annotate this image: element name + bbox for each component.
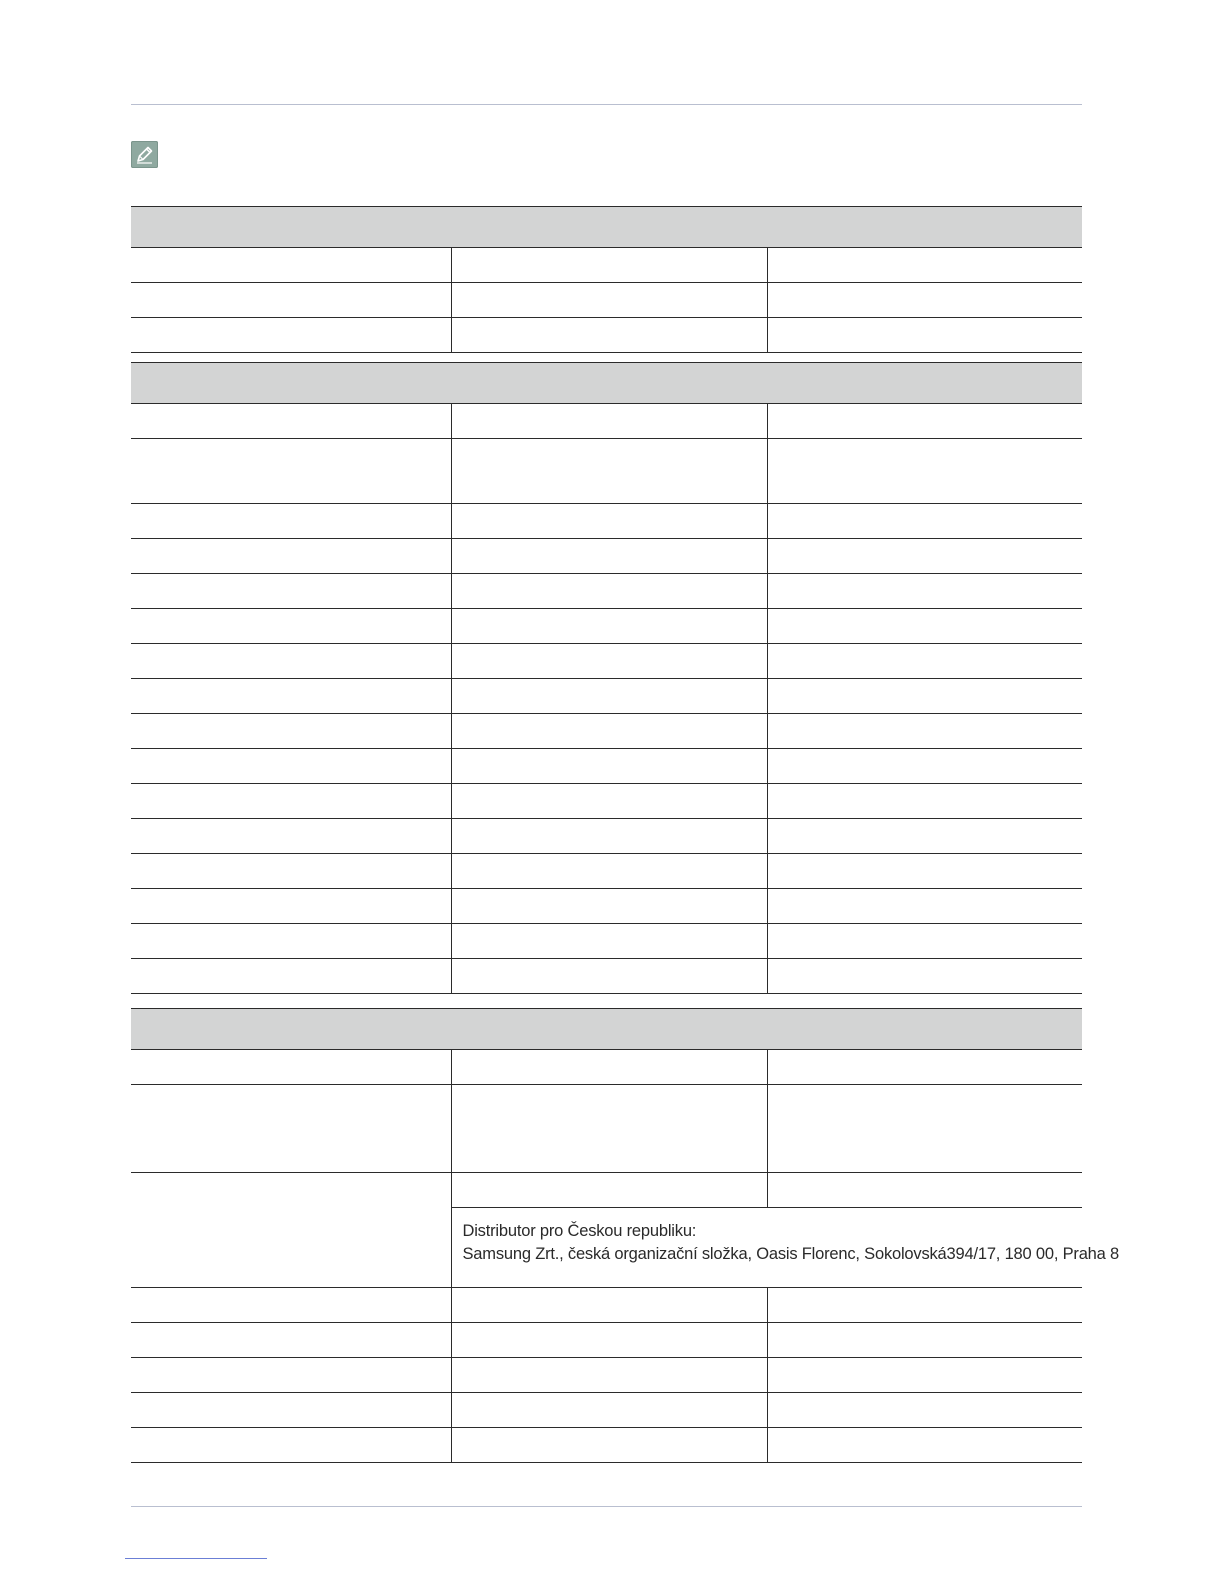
table-row xyxy=(131,1323,1082,1358)
table-row xyxy=(131,574,1082,609)
pencil-note-icon xyxy=(131,141,158,168)
section-header xyxy=(131,1009,1082,1050)
section-header xyxy=(131,363,1082,404)
table-row xyxy=(131,1393,1082,1428)
table-row xyxy=(131,404,1082,439)
table-row xyxy=(131,1085,1082,1173)
spec-table-1 xyxy=(131,206,1082,353)
table-row xyxy=(131,248,1082,283)
table-row xyxy=(131,504,1082,539)
table-row xyxy=(131,924,1082,959)
table-row xyxy=(131,1288,1082,1323)
section-header xyxy=(131,207,1082,248)
table-row xyxy=(131,889,1082,924)
distributor-cell xyxy=(451,1208,1119,1288)
country-label-cell xyxy=(131,1173,451,1288)
table-row xyxy=(131,1173,1082,1208)
spec-table-2 xyxy=(131,362,1082,994)
table-row xyxy=(131,318,1082,353)
distributor-address: Samsung Zrt., česká organizační složka, Oasis Florenc, Sokolovská394/17, 180 00, Praha 8 xyxy=(462,1245,1119,1263)
table-row xyxy=(131,714,1082,749)
table-row xyxy=(131,1358,1082,1393)
distributor-heading: Distributor pro Českou republiku: xyxy=(462,1222,697,1240)
header-rule xyxy=(131,104,1082,105)
footer-rule xyxy=(131,1506,1082,1507)
table-row xyxy=(131,784,1082,819)
table-row xyxy=(131,819,1082,854)
table-row xyxy=(131,854,1082,889)
table-row xyxy=(131,679,1082,714)
table-row xyxy=(131,959,1082,994)
table-row xyxy=(131,1428,1082,1463)
table-row xyxy=(131,283,1082,318)
spec-table-3 xyxy=(131,1008,1119,1463)
footer-link-underline xyxy=(125,1558,267,1559)
table-row xyxy=(131,644,1082,679)
table-row xyxy=(131,609,1082,644)
table-row xyxy=(131,1050,1082,1085)
table-row xyxy=(131,539,1082,574)
table-row xyxy=(131,749,1082,784)
table-row xyxy=(131,439,1082,504)
